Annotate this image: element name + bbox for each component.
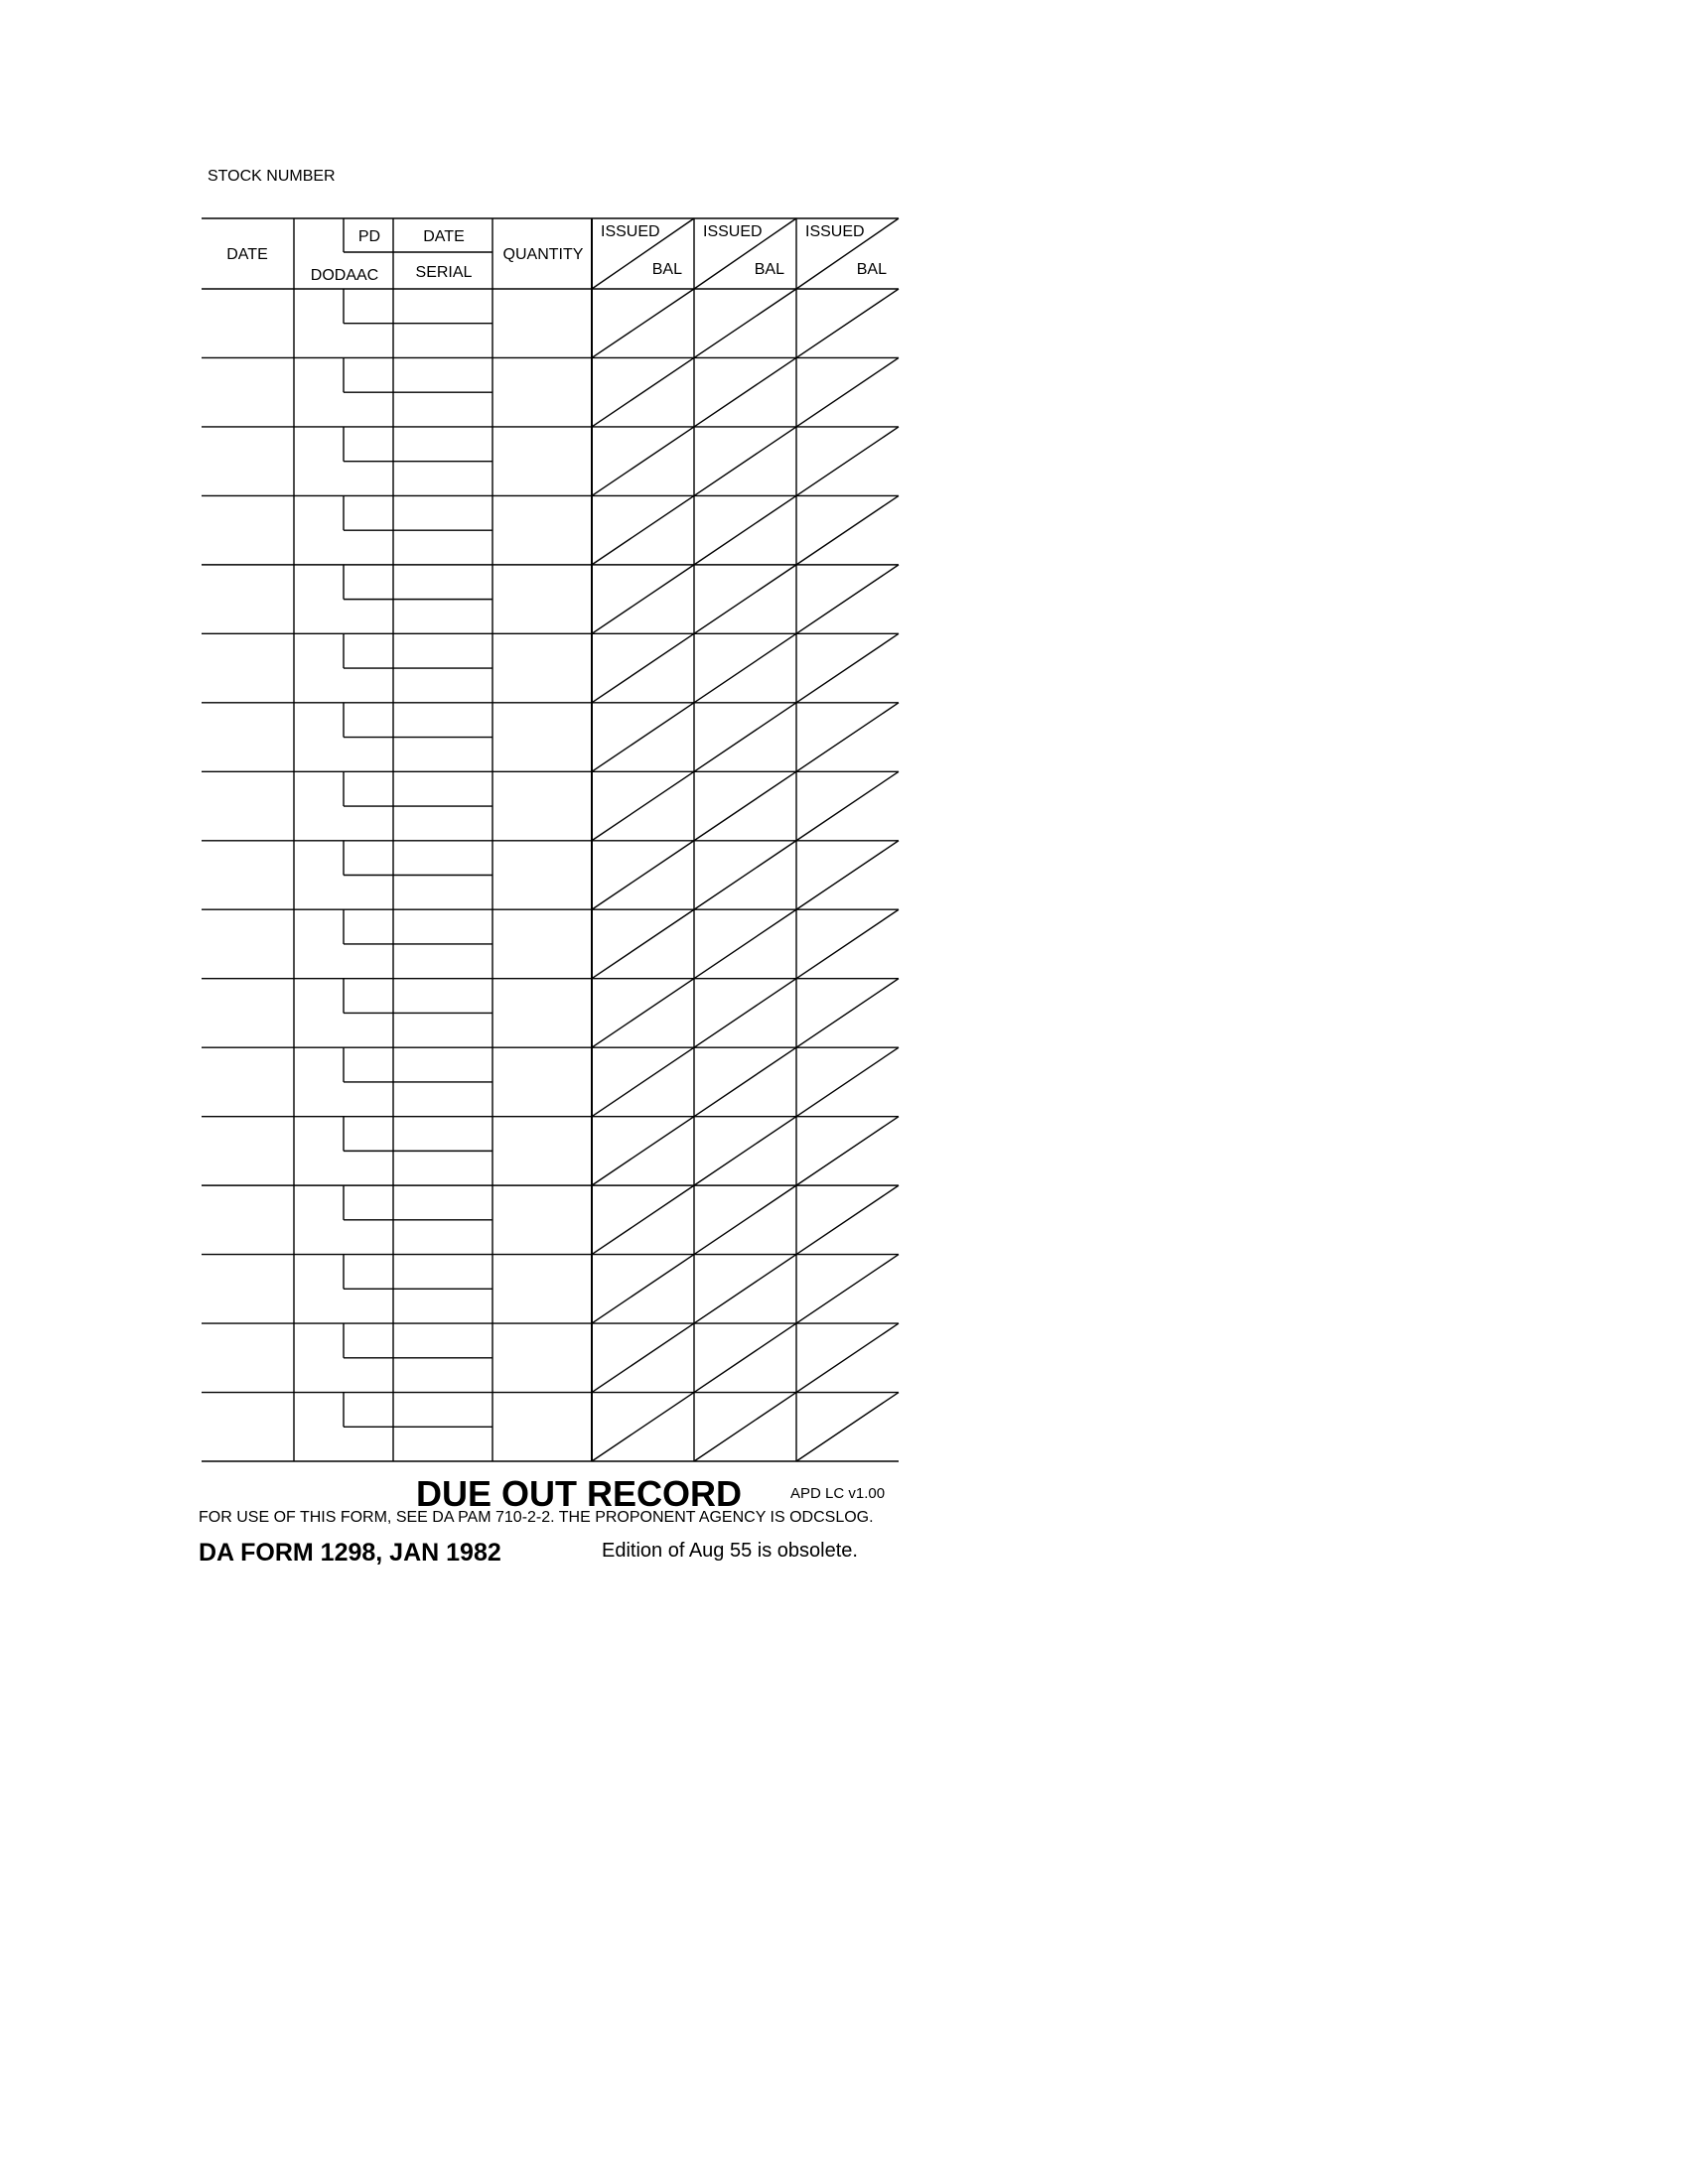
issued-bal-diagonal xyxy=(694,841,796,909)
issued-bal-diagonal xyxy=(796,771,899,840)
issued-bal-diagonal xyxy=(592,1185,694,1254)
issued-bal-diagonal xyxy=(796,289,899,357)
issued-bal-diagonal xyxy=(592,979,694,1047)
issued-bal-diagonal xyxy=(796,841,899,909)
header-quantity: QUANTITY xyxy=(502,246,584,263)
header-bal-3: BAL xyxy=(856,261,887,278)
issued-bal-diagonal xyxy=(592,289,694,357)
issued-bal-diagonal xyxy=(796,1117,899,1185)
issued-bal-diagonal xyxy=(694,289,796,357)
issued-bal-diagonal xyxy=(694,1393,796,1461)
issued-bal-diagonal xyxy=(796,565,899,633)
issued-bal-diagonal xyxy=(592,1323,694,1392)
header-pd: PD xyxy=(357,228,381,245)
issued-bal-diagonal xyxy=(796,1323,899,1392)
issued-bal-diagonal xyxy=(796,1393,899,1461)
issued-bal-diagonal xyxy=(796,633,899,702)
issued-bal-diagonal xyxy=(796,979,899,1047)
issued-bal-diagonal xyxy=(694,495,796,564)
issued-bal-diagonal xyxy=(694,357,796,426)
issued-bal-diagonal xyxy=(796,1185,899,1254)
issued-bal-diagonal xyxy=(796,909,899,978)
issued-bal-diagonal xyxy=(592,1117,694,1185)
issued-bal-diagonal xyxy=(694,1117,796,1185)
issued-bal-diagonal xyxy=(796,1047,899,1116)
issued-bal-diagonal xyxy=(694,1255,796,1323)
header-bal-2: BAL xyxy=(754,261,784,278)
issued-bal-diagonal xyxy=(694,633,796,702)
stock-number-label: STOCK NUMBER xyxy=(208,168,336,185)
header-serial: SERIAL xyxy=(415,264,473,281)
issued-bal-diagonal xyxy=(592,909,694,978)
issued-bal-diagonal xyxy=(694,909,796,978)
issued-bal-diagonal xyxy=(592,357,694,426)
issued-bal-diagonal xyxy=(796,703,899,771)
issued-bal-diagonal xyxy=(592,703,694,771)
issued-bal-diagonal xyxy=(796,1255,899,1323)
issued-bal-diagonal xyxy=(592,565,694,633)
header-dodaac: DODAAC xyxy=(310,267,379,284)
header-issued-1: ISSUED xyxy=(601,223,660,240)
form-edition-note: Edition of Aug 55 is obsolete. xyxy=(602,1540,858,1562)
issued-bal-diagonal xyxy=(694,979,796,1047)
issued-bal-diagonal xyxy=(592,633,694,702)
issued-bal-diagonal xyxy=(694,1323,796,1392)
issued-bal-diagonal xyxy=(796,427,899,495)
issued-bal-diagonal xyxy=(592,1047,694,1116)
issued-bal-diagonal xyxy=(592,841,694,909)
issued-bal-diagonal xyxy=(592,495,694,564)
issued-bal-diagonal xyxy=(694,565,796,633)
header-date: DATE xyxy=(226,246,268,263)
header-issued-3: ISSUED xyxy=(805,223,865,240)
issued-bal-diagonal xyxy=(592,427,694,495)
form-number: DA FORM 1298, JAN 1982 xyxy=(199,1539,501,1567)
form-version: APD LC v1.00 xyxy=(790,1485,886,1502)
issued-bal-diagonal xyxy=(694,427,796,495)
form-usage-note: FOR USE OF THIS FORM, SEE DA PAM 710-2-2. THE PROPONENT AGENCY IS ODCSLOG. xyxy=(199,1509,874,1526)
issued-bal-diagonal xyxy=(592,1255,694,1323)
issued-bal-diagonal xyxy=(592,1393,694,1461)
form-title: DUE OUT RECORD xyxy=(416,1473,743,1514)
header-issued-2: ISSUED xyxy=(703,223,763,240)
issued-bal-diagonal xyxy=(694,1047,796,1116)
issued-bal-diagonal xyxy=(694,703,796,771)
issued-bal-diagonal xyxy=(796,357,899,426)
issued-bal-diagonal xyxy=(592,771,694,840)
header-date-serial-top: DATE xyxy=(423,228,465,245)
issued-bal-diagonal xyxy=(694,1185,796,1254)
header-bal-1: BAL xyxy=(651,261,682,278)
issued-bal-diagonal xyxy=(796,495,899,564)
issued-bal-diagonal xyxy=(694,771,796,840)
